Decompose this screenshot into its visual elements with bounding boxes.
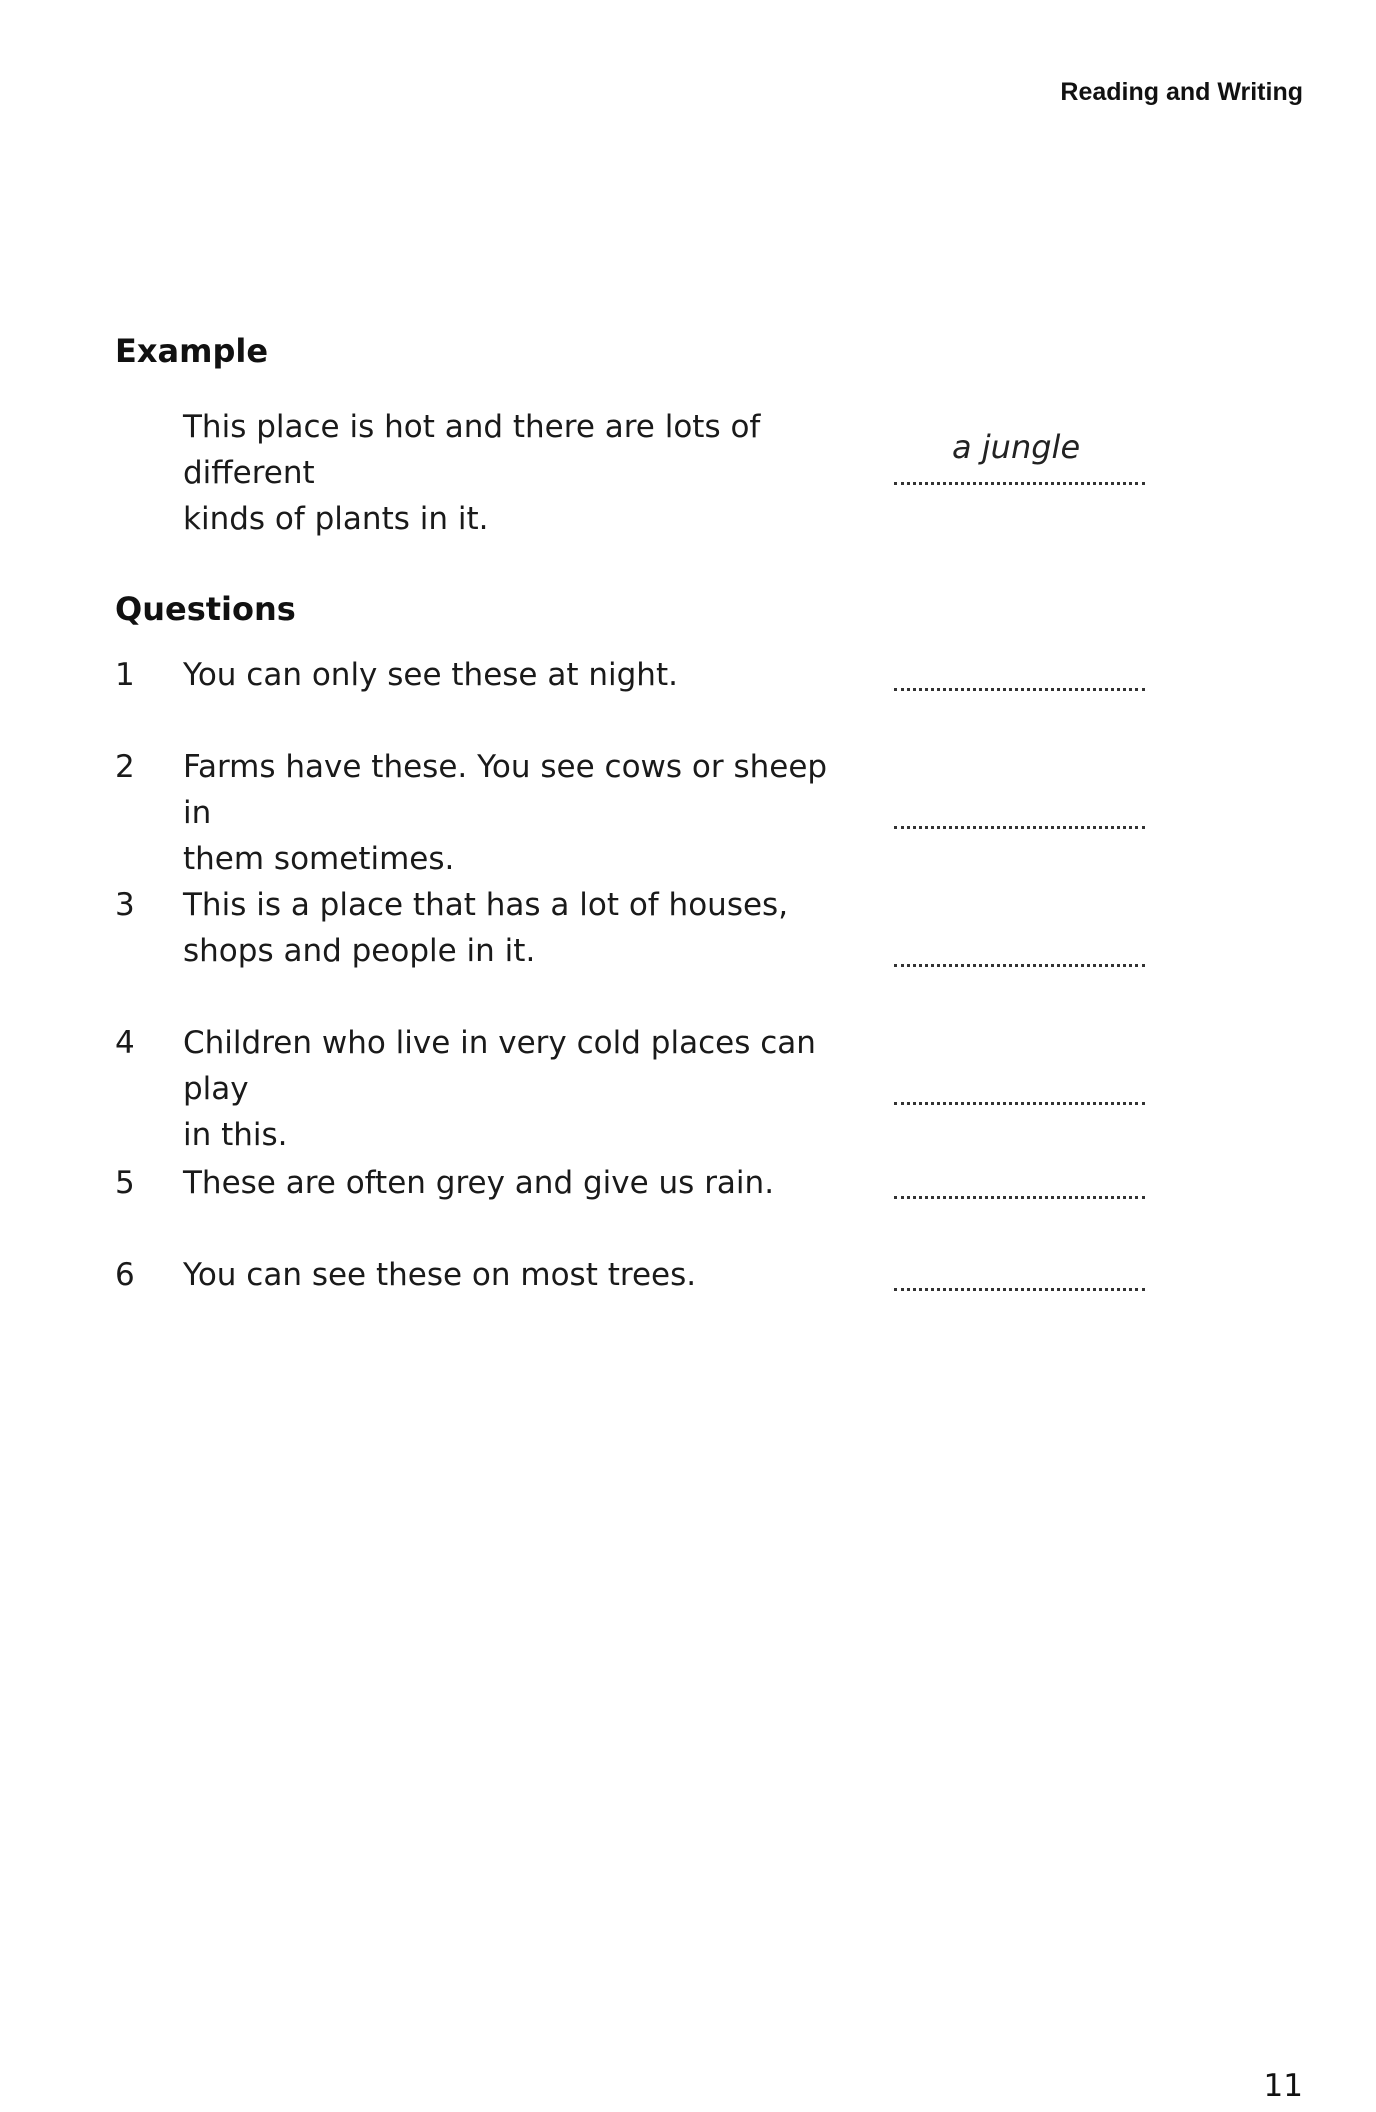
example-answer: a jungle <box>952 428 1081 466</box>
question-text <box>183 1020 863 1158</box>
question-line: them sometimes. <box>183 841 455 877</box>
question-number: 5 <box>115 1165 135 1201</box>
question-line: These are often grey and give us rain. <box>183 1165 775 1201</box>
questions-heading: Questions <box>115 590 296 628</box>
question-line: You can only see these at night. <box>183 657 678 693</box>
running-header: Reading and Writing <box>1060 78 1303 106</box>
question-number: 1 <box>115 657 135 693</box>
page-number: 11 <box>1263 2068 1303 2104</box>
answer-field[interactable] <box>894 688 1145 691</box>
question-text <box>183 1160 863 1206</box>
example-line: This place is hot and there are lots of different <box>183 409 761 491</box>
answer-field[interactable] <box>894 1102 1145 1105</box>
question-text <box>183 1252 863 1298</box>
question-line: Children who live in very cold places can play <box>183 1025 816 1107</box>
question-number: 3 <box>115 887 135 923</box>
question-text <box>183 882 863 974</box>
question-text <box>183 652 863 698</box>
question-line: Farms have these. You see cows or sheep in <box>183 749 828 831</box>
example-question <box>183 404 863 542</box>
question-number: 4 <box>115 1025 135 1061</box>
question-line: This is a place that has a lot of houses, <box>183 887 789 923</box>
question-line: shops and people in it. <box>183 933 536 969</box>
answer-field[interactable] <box>894 1288 1145 1291</box>
question-line: in this. <box>183 1117 288 1153</box>
example-heading: Example <box>115 332 269 370</box>
question-number: 6 <box>115 1257 135 1293</box>
answer-field[interactable] <box>894 1196 1145 1199</box>
question-text <box>183 744 863 882</box>
question-line: You can see these on most trees. <box>183 1257 697 1293</box>
example-answer-line <box>894 482 1145 485</box>
example-line: kinds of plants in it. <box>183 501 489 537</box>
answer-field[interactable] <box>894 964 1145 967</box>
answer-field[interactable] <box>894 826 1145 829</box>
question-number: 2 <box>115 749 135 785</box>
